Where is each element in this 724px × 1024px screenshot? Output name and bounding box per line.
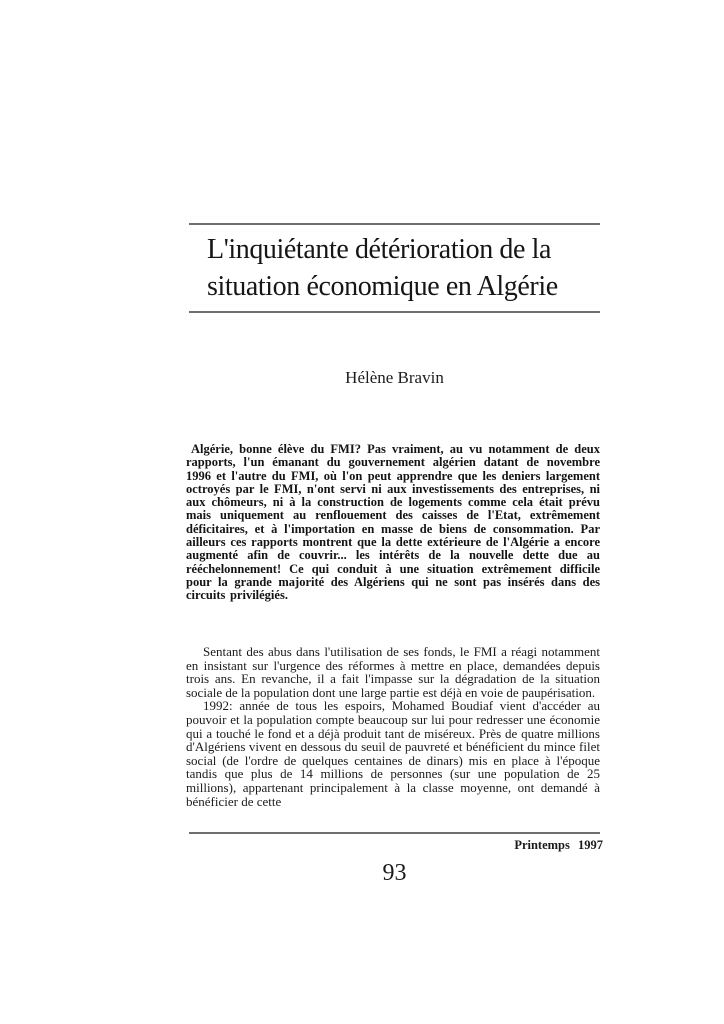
title-top-rule [189, 223, 600, 225]
title-bottom-rule [189, 311, 600, 313]
article-title [189, 231, 600, 305]
author-name: Hélène Bravin [345, 368, 444, 387]
abstract-paragraph: Algérie, bonne élève du FMI? Pas vraiment, au vu notamment de deux rapports, l'un émanant du gouvernement algérien datant de novembre 1996 et l'autre du FMI, où l'on peut apprendre que les deniers largement octroyés par le FMI, n'ont servi ni aux investissements des entreprises, ni aux chômeurs, ni à la construction de logements comme cela était prévu mais uniquement au renflouement des caisses de l'Etat, extrêmement déficitaires, et à l'importation en masse de biens de consommation. Par ailleurs ces rapports montrent que la dette extérieure de l'Algérie a encore augmenté afin de couvrir... les intérêts de la nouvelle dette due au rééchelonnement! Ce qui conduit à une situation extrêmement difficile pour la grande majorité des Algériens qui ne sont pas insérés dans des circuits privilégiés. [186, 442, 600, 603]
body-paragraph-1: Sentant des abus dans l'utilisation de ses fonds, le FMI a réagi notamment en insistant sur l'urgence des réformes à mettre en place, demandées depuis trois ans. En revanche, il a fait l'impasse sur la dégradation de la situation sociale de la population dont une large partie est déjà en voie de paupérisation. [186, 644, 600, 700]
footer-rule [189, 832, 600, 834]
article-title-line-1: L'inquiétante détérioration de la [207, 234, 552, 265]
article-title-line-2: situation économique en Algérie [207, 271, 558, 302]
journal-issue-label: Printemps 1997 [514, 838, 603, 852]
article-body [186, 645, 600, 808]
body-paragraph-2: 1992: année de tous les espoirs, Mohamed Boudiaf vient d'accéder au pouvoir et la population compte beaucoup sur lui pour redresser une économie qui a touché le fond et a déjà produit tant de miséreux. Près de quatre millions d'Algériens vivent en dessous du seuil de pauvreté et bénéficient du mince filet social (de l'ordre de quelques centaines de dinars) mis en place à l'époque tandis que plus de 14 millions de personnes (sur une population de 25 millions), appartenant principalement à la classe moyenne, ont demandé à bénéficier de cette [186, 698, 600, 809]
page-number: 93 [382, 860, 407, 886]
